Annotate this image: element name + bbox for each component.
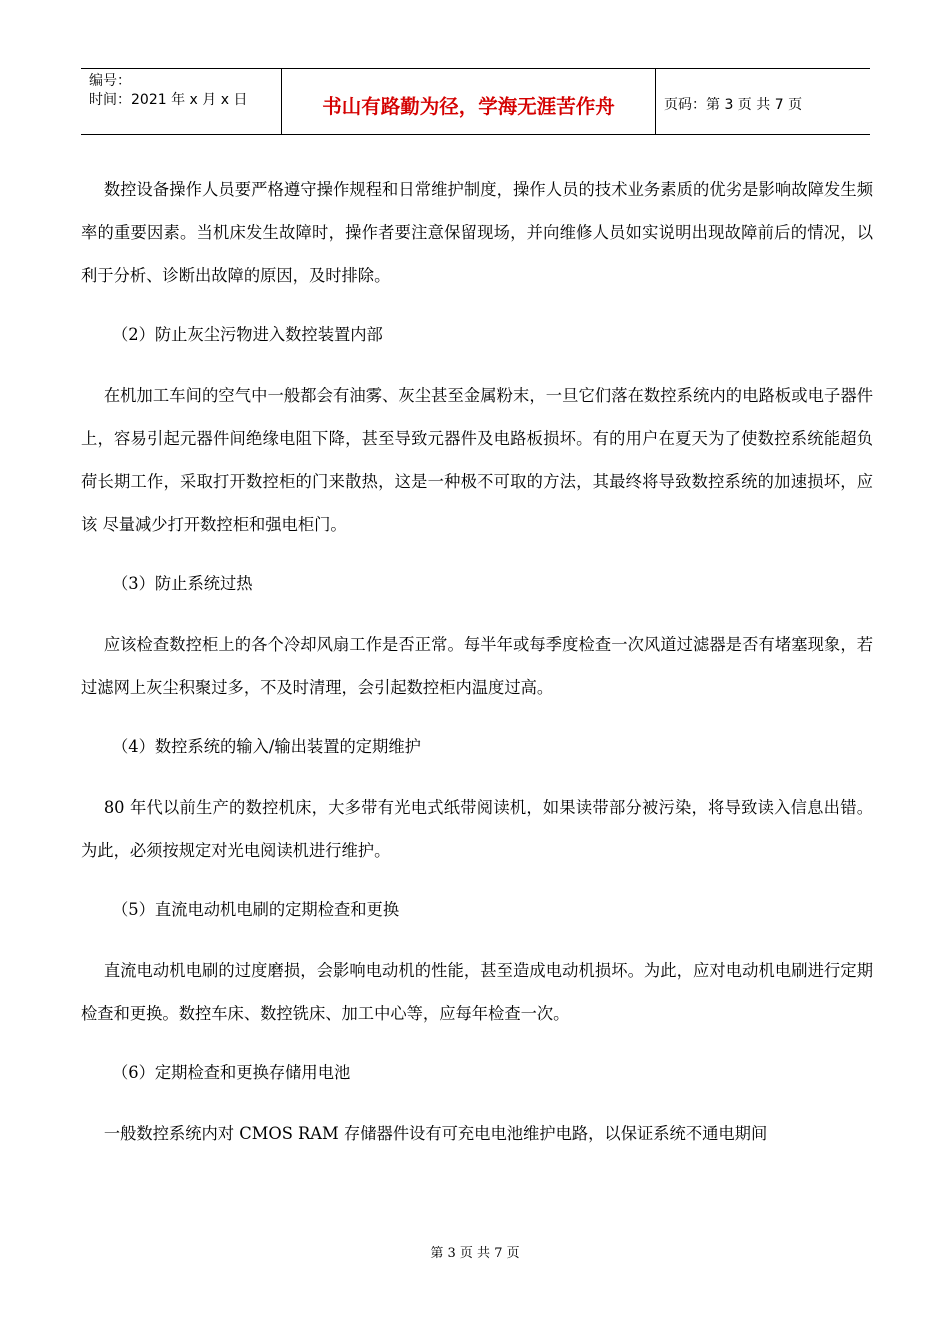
page-footer: 第 3 页 共 7 页 xyxy=(430,1246,520,1261)
heading-dust-prevention: （2）防止灰尘污物进入数控装置内部 xyxy=(111,325,383,344)
heading-brush-inspection: （5）直流电动机电刷的定期检查和更换 xyxy=(111,900,400,919)
document-body xyxy=(81,168,873,1155)
header-page-number: 页码：第 3 页 共 7 页 xyxy=(664,96,803,113)
paragraph-io-maintenance: 80 年代以前生产的数控机床，大多带有光电式纸带阅读机，如果读带部分被污染，将导致读入信息出错。为此，必须按规定对光电阅读机进行维护。 xyxy=(81,798,873,860)
page-header xyxy=(81,68,870,135)
header-motto: 书山有路勤为径，学海无涯苦作舟 xyxy=(282,69,656,134)
paragraph-overheat-prevention: 应该检查数控柜上的各个冷却风扇工作是否正常。每半年或每季度检查一次风道过滤器是否有堵塞现象，若过滤网上灰尘积聚过多，不及时清理，会引起数控柜内温度过高。 xyxy=(81,635,873,697)
header-info xyxy=(81,69,282,134)
paragraph-operator-rules: 数控设备操作人员要严格遵守操作规程和日常维护制度，操作人员的技术业务素质的优劣是影响故障发生频率的重要因素。当机床发生故障时，操作者要注意保留现场，并向维修人员如实说明出现故障前后的情况，以利于分析、诊断出故障的原因，及时排除。 xyxy=(81,180,873,285)
paragraph-battery-replacement: 一般数控系统内对 CMOS RAM 存储器件设有可充电电池维护电路，以保证系统不通电期间 xyxy=(103,1124,768,1143)
document-number: 编号： xyxy=(89,73,131,89)
paragraph-dust-prevention: 在机加工车间的空气中一般都会有油雾、灰尘甚至金属粉末，一旦它们落在数控系统内的电路板或电子器件上，容易引起元器件间绝缘电阻下降，甚至导致元器件及电路板损坏。有的用户在夏天为了使数控系统能超负荷长期工作，采取打开数控柜的门来散热，这是一种极不可取的方法，其最终将导致数控系统的加速损坏，应该 尽量减少打开数控柜和强电柜门。 xyxy=(81,386,873,534)
paragraph-brush-inspection: 直流电动机电刷的过度磨损，会影响电动机的性能，甚至造成电动机损坏。为此，应对电动机电刷进行定期检查和更换。数控车床、数控铣床、加工中心等，应每年检查一次。 xyxy=(81,961,873,1023)
document-time: 时间：2021 年 x 月 x 日 xyxy=(89,92,248,108)
heading-io-maintenance: （4）数控系统的输入/输出装置的定期维护 xyxy=(111,737,421,756)
heading-battery-replacement: （6）定期检查和更换存储用电池 xyxy=(111,1063,351,1082)
heading-overheat-prevention: （3）防止系统过热 xyxy=(111,574,253,593)
